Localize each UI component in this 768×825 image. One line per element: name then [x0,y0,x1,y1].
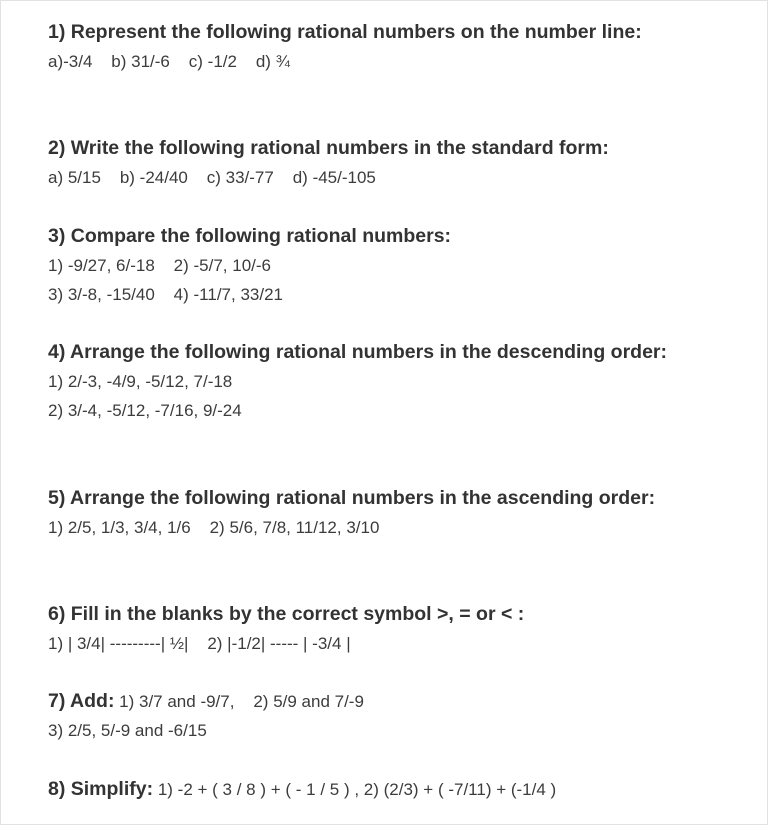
question-5-heading: 5) Arrange the following rational numbers in the ascending order: [48,487,656,509]
question-7-first-line [48,687,738,716]
question-1-heading: 1) Represent the following rational numbers on the number line: [48,21,642,43]
question-6-items: 1) | 3/4| ---------| ½| 2) |-1/2| ----- | -3/4 | [48,634,351,653]
question-3 [48,222,738,309]
question-4-line: 1) 2/-3, -4/9, -5/12, 7/-18 [48,372,233,391]
question-7-second-line: 3) 2/5, 5/-9 and -6/15 [48,721,207,740]
question-8-label: 8) Simplify: [48,778,154,800]
question-5-line: 1) 2/5, 1/3, 3/4, 1/6 2) 5/6, 7/8, 11/12, 3/10 [48,518,380,537]
question-6 [48,600,738,658]
question-8-line [48,775,738,804]
question-4 [48,338,738,425]
question-7-label: 7) Add: [48,690,115,712]
question-3-heading: 3) Compare the following rational numbers: [48,225,452,247]
question-7-items: 1) 3/7 and -9/7, 2) 5/9 and 7/-9 [114,692,364,711]
question-5 [48,484,738,542]
question-2-heading: 2) Write the following rational numbers in the standard form: [48,137,609,159]
question-3-line: 1) -9/27, 6/-18 2) -5/7, 10/-6 [48,256,272,275]
question-8 [48,775,738,804]
question-7 [48,687,738,745]
question-2 [48,134,738,192]
question-6-heading: 6) Fill in the blanks by the correct symbol >, = or < : [48,603,525,625]
question-4-line: 2) 3/-4, -5/12, -7/16, 9/-24 [48,401,242,420]
question-2-items: a) 5/15 b) -24/40 c) 33/-77 d) -45/-105 [48,168,376,187]
question-3-line: 3) 3/-8, -15/40 4) -11/7, 33/21 [48,285,283,304]
question-8-expression: 1) -2 + ( 3 / 8 ) + ( - 1 / 5 ) , 2) (2/3) + ( -7/11) + (-1/4 ) [153,780,557,799]
question-4-heading: 4) Arrange the following rational numbers in the descending order: [48,341,668,363]
question-1-items: a)-3/4 b) 31/-6 c) -1/2 d) ¾ [48,52,290,71]
question-1 [48,18,738,76]
